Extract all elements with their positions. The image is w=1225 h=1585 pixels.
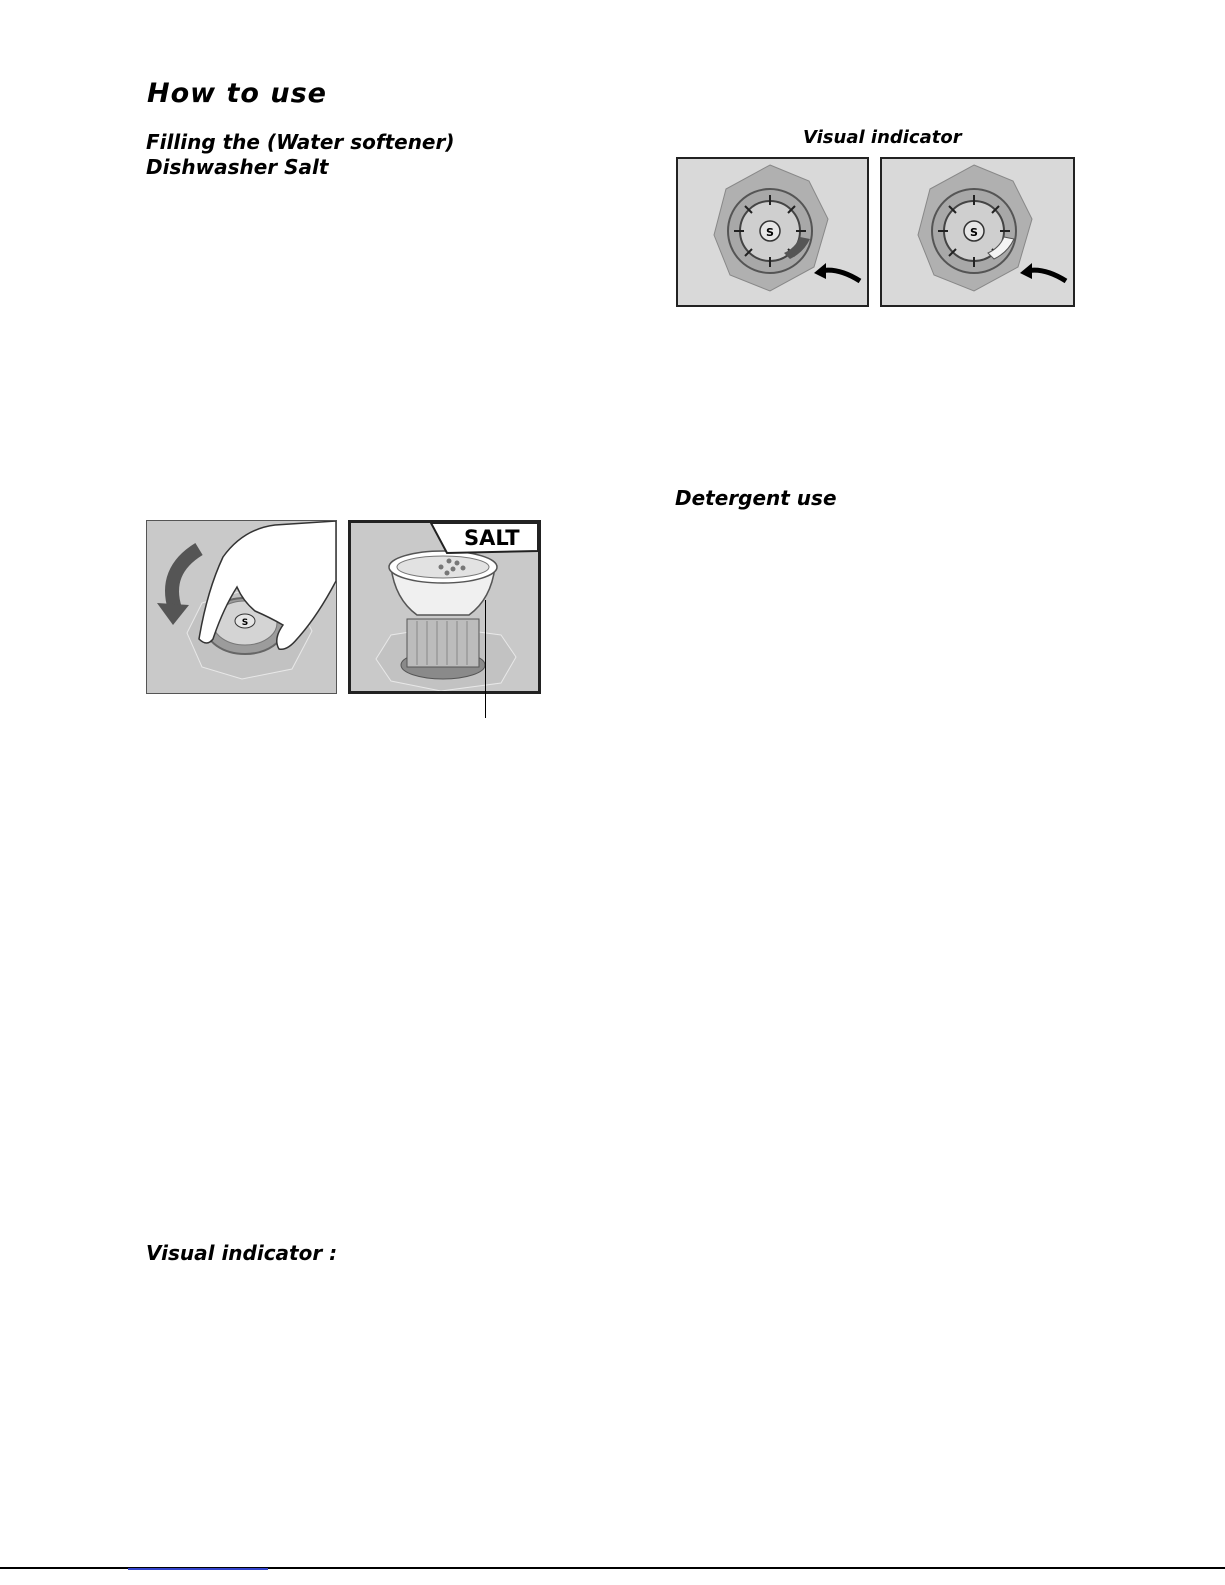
- svg-text:S: S: [970, 226, 978, 239]
- callout-line: [485, 600, 486, 718]
- funnel-icon: [389, 551, 497, 615]
- indicator-arrow-icon: [814, 263, 860, 281]
- footer-link-underline[interactable]: [128, 1568, 268, 1570]
- illustration-open-cap: [146, 520, 337, 694]
- salt-cap-icon: [678, 159, 867, 305]
- salt-cap-icon: [882, 159, 1073, 305]
- indicator-panel-full: [880, 157, 1075, 307]
- visual-indicator-caption: Visual indicator: [803, 127, 962, 148]
- salt-heading-line2: Dishwasher Salt: [146, 155, 329, 179]
- page-title: How to use: [147, 78, 327, 109]
- indicator-panel-empty: [676, 157, 869, 307]
- indicator-arrow-icon: [1020, 263, 1066, 281]
- detergent-heading: Detergent use: [675, 486, 837, 510]
- salt-heading-line1: Filling the (Water softener): [146, 130, 455, 154]
- svg-text:S: S: [766, 226, 774, 239]
- svg-text:S: S: [241, 618, 249, 628]
- rotate-arrow-icon: [157, 549, 199, 625]
- visual-indicator-heading: Visual indicator :: [146, 1241, 338, 1265]
- illustration-fill-salt: [348, 520, 541, 694]
- salt-label: SALT: [464, 526, 520, 550]
